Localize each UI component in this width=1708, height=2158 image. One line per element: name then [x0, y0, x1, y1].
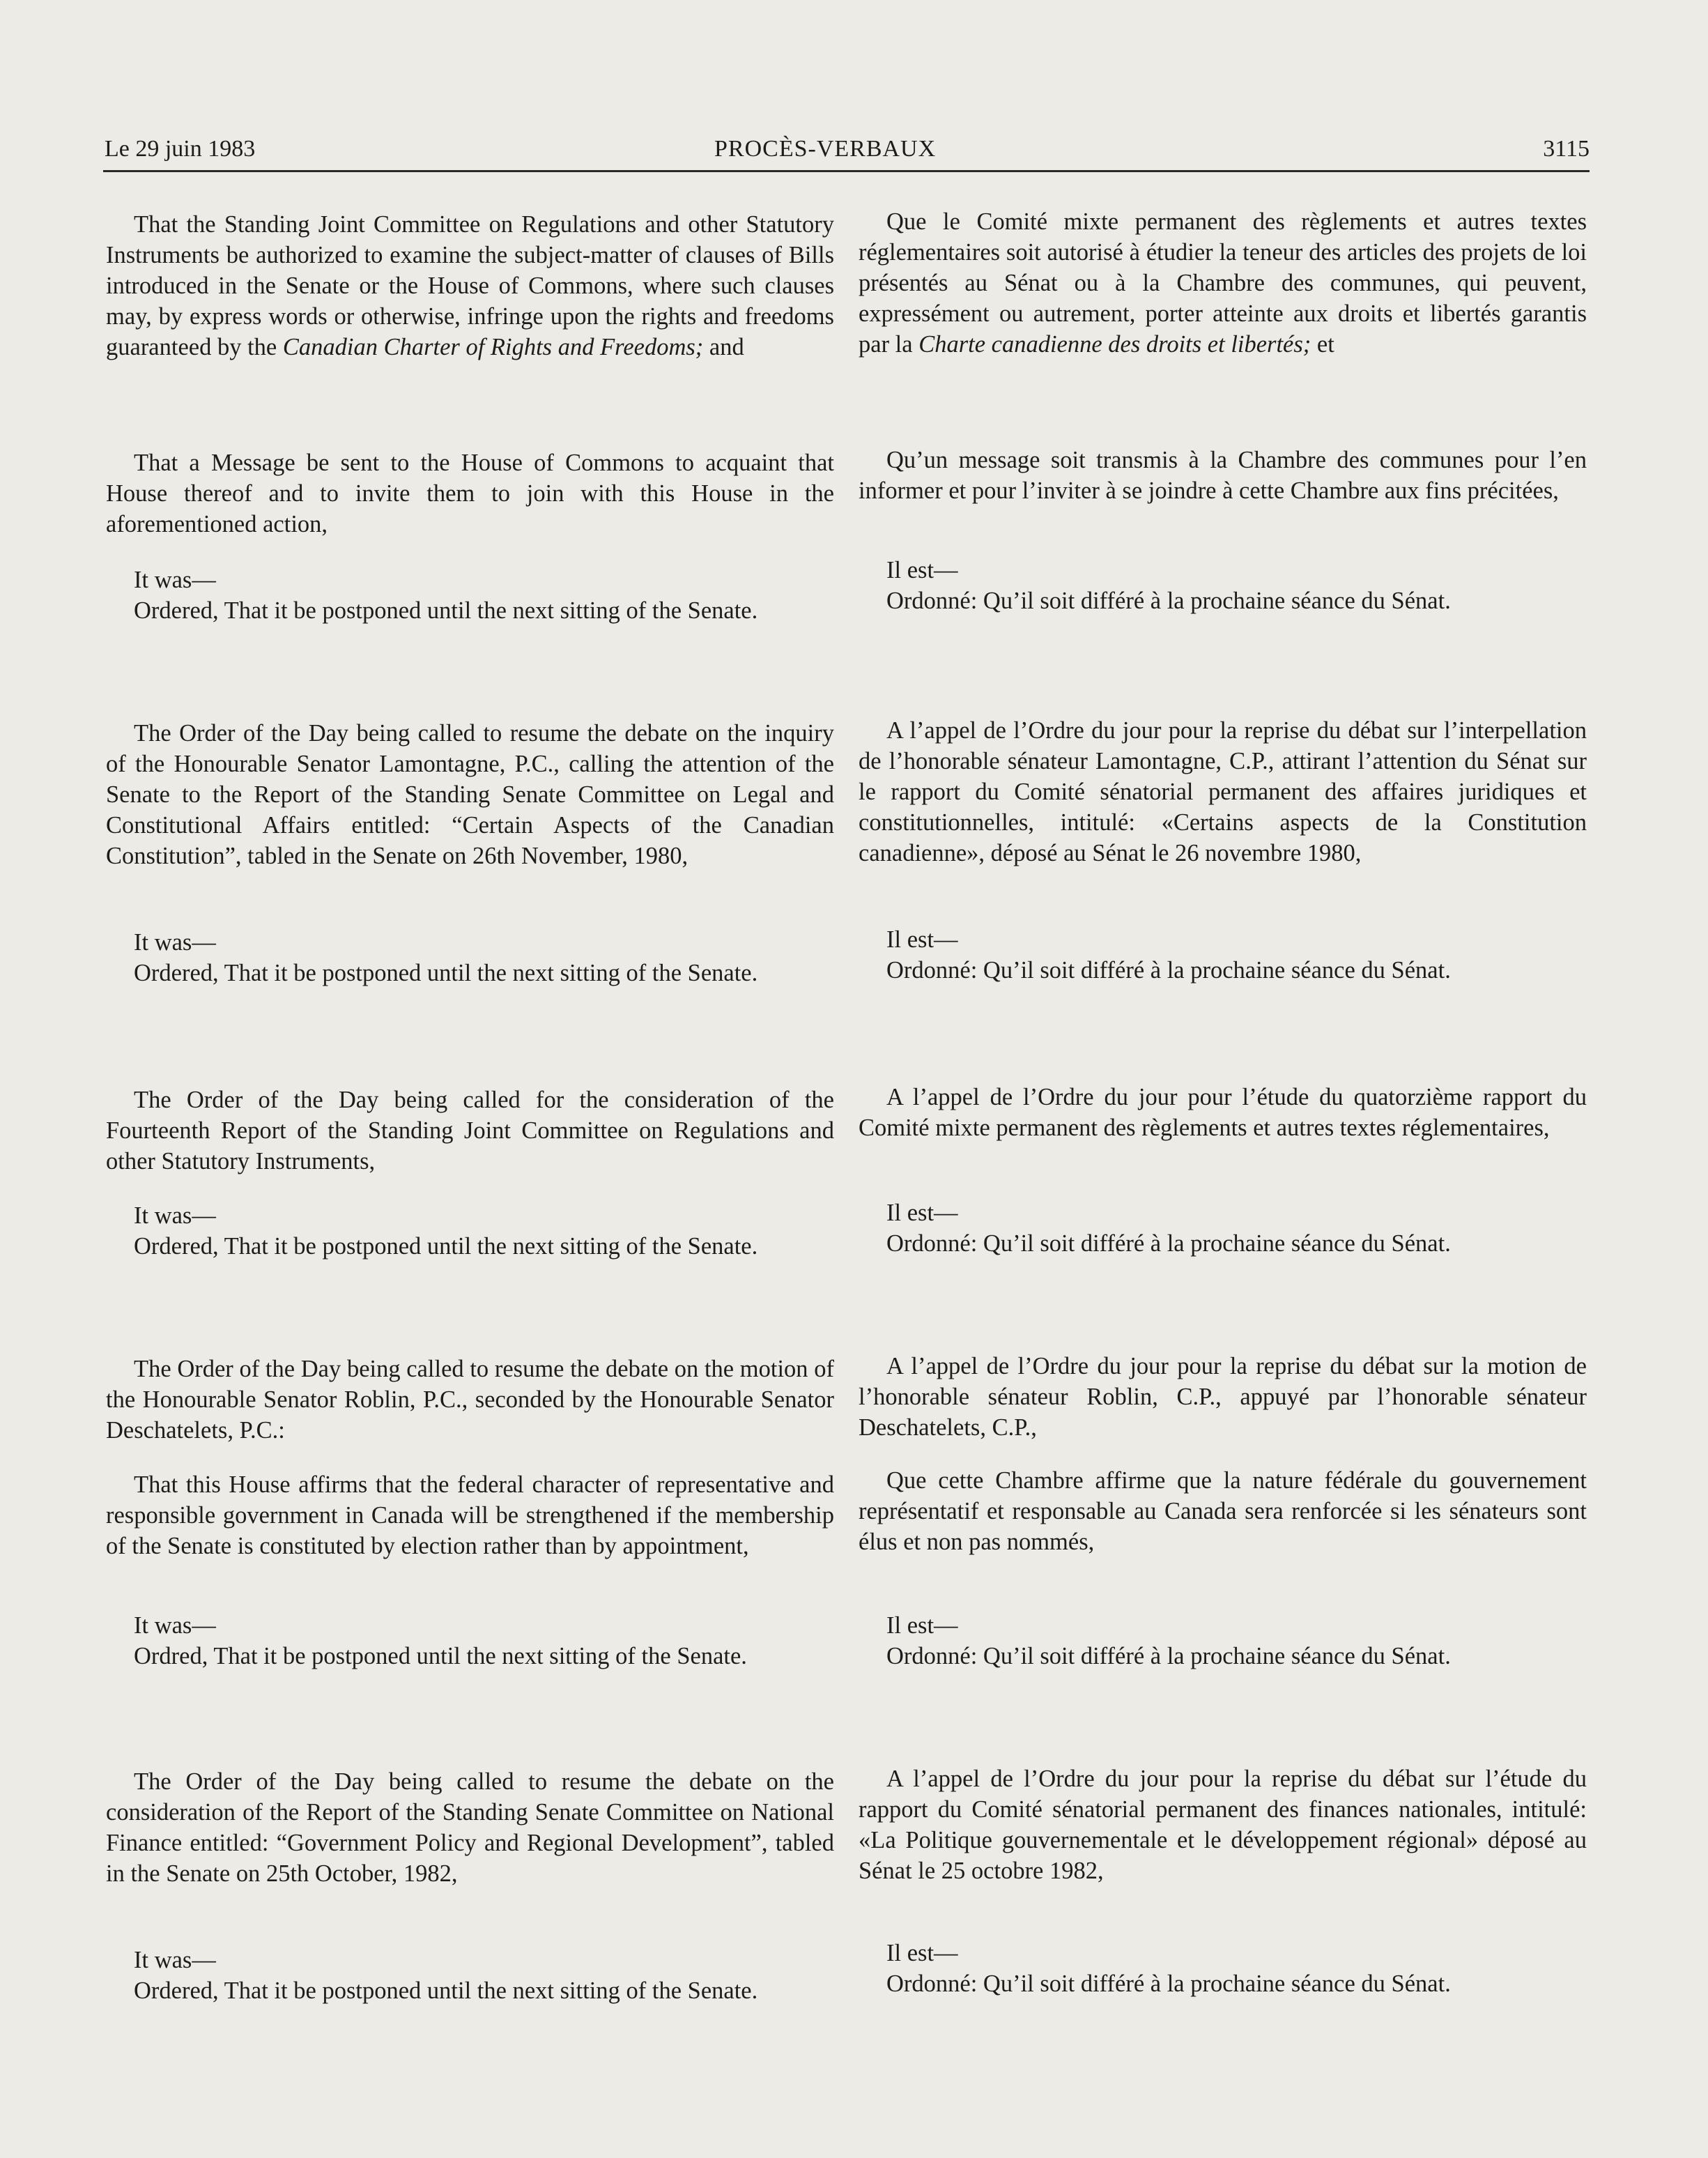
- fr-decision-1: [859, 555, 1587, 616]
- ordonne-text: Ordonné: Qu’il soit différé à la prochaine séance du Sénat.: [886, 1643, 1451, 1669]
- il-est: Il est—: [886, 1612, 958, 1639]
- fr-decision-5: [859, 1938, 1587, 1999]
- it-was: It was—: [134, 929, 216, 956]
- en-p1-end: and: [703, 334, 744, 360]
- en-paragraph-6: That this House affirms that the federal character of representative and responsible government in Canada will be strengthened if the membership of the Senate is constituted by election rather than by appointment,: [106, 1471, 834, 1559]
- it-was: It was—: [134, 567, 216, 593]
- ordered-text: Ordered, That it be postponed until the next sitting of the Senate.: [134, 1233, 758, 1260]
- en-decision-3: [106, 1200, 834, 1262]
- en-decision-5: [106, 1945, 834, 2006]
- en-p1-text: That the Standing Joint Committee on Regulations and other Statutory Instruments be authorized to examine the subject-matter of clauses of Bills introduced in the Senate or the House of Commons, where such clauses may, by express words or otherwise, infringe upon the rights and freedoms guaranteed by the: [106, 211, 834, 360]
- il-est: Il est—: [886, 1200, 958, 1226]
- il-est: Il est—: [886, 557, 958, 583]
- ordonne-text: Ordonné: Qu’il soit différé à la prochaine séance du Sénat.: [886, 957, 1451, 984]
- il-est: Il est—: [886, 926, 958, 953]
- il-est: Il est—: [886, 1940, 958, 1966]
- fr-p1-text: Que le Comité mixte permanent des règlements et autres textes réglementaires soit autorisé à étudier la teneur des articles des projets de loi présentés au Sénat ou à la Chambre des communes, qui peuvent, expressément ou autrement, porter atteinte aux droits et libertés garantis par la: [859, 208, 1587, 358]
- ordered-text: Ordered, That it be postponed until the next sitting of the Senate.: [134, 960, 758, 986]
- it-was: It was—: [134, 1947, 216, 1973]
- en-paragraph-1: [106, 209, 834, 362]
- page-number: 3115: [1543, 136, 1590, 162]
- header-date: Le 29 juin 1983: [105, 136, 256, 162]
- ordred-text: Ordred, That it be postponed until the next sitting of the Senate.: [134, 1643, 747, 1669]
- ordonne-text: Ordonné: Qu’il soit différé à la prochaine séance du Sénat.: [886, 588, 1451, 614]
- en-paragraph-5: The Order of the Day being called to resume the debate on the motion of the Honourable Senator Roblin, P.C., seconded by the Honourable Senator Deschatelets, P.C.:: [106, 1356, 834, 1444]
- fr-paragraph-4: A l’appel de l’Ordre du jour pour l’étude du quatorzième rapport du Comité mixte permanent des règlements et autres textes réglementaires,: [859, 1084, 1587, 1141]
- fr-paragraph-1: [859, 206, 1587, 360]
- en-decision-1: [106, 565, 834, 626]
- en-decision-4: [106, 1610, 834, 1671]
- en-decision-2: [106, 927, 834, 988]
- en-paragraph-3: The Order of the Day being called to resume the debate on the inquiry of the Honourable Senator Lamontagne, P.C., calling the attention of the Senate to the Report of the Standing Senate Committee on Legal and Constitutional Affairs entitled: “Certain Aspects of the Canadian Constitution”, tabled in the Senate on 26th November, 1980,: [106, 720, 834, 869]
- fr-decision-4: [859, 1610, 1587, 1671]
- it-was: It was—: [134, 1612, 216, 1639]
- fr-p1-charte: Charte canadienne des droits et libertés;: [918, 331, 1311, 358]
- en-p1-charter: Canadian Charter of Rights and Freedoms;: [282, 334, 704, 360]
- en-paragraph-2: That a Message be sent to the House of Commons to acquaint that House thereof and to invite them to join with this House in the aforementioned action,: [106, 450, 834, 537]
- ordonne-text: Ordonné: Qu’il soit différé à la prochaine séance du Sénat.: [886, 1970, 1451, 1997]
- fr-decision-3: [859, 1197, 1587, 1259]
- header-rule: [103, 170, 1590, 172]
- it-was: It was—: [134, 1202, 216, 1229]
- fr-decision-2: [859, 924, 1587, 986]
- fr-p1-end: et: [1311, 331, 1334, 358]
- ordered-text: Ordered, That it be postponed until the next sitting of the Senate.: [134, 597, 758, 624]
- header-title: PROCÈS-VERBAUX: [714, 136, 937, 162]
- ordonne-text: Ordonné: Qu’il soit différé à la prochaine séance du Sénat.: [886, 1230, 1451, 1257]
- en-paragraph-4: The Order of the Day being called for the consideration of the Fourteenth Report of the Standing Joint Committee on Regulations and other Statutory Instruments,: [106, 1087, 834, 1174]
- fr-paragraph-5: A l’appel de l’Ordre du jour pour la reprise du débat sur la motion de l’honorable sénateur Roblin, C.P., appuyé par l’honorable sénateur Deschatelets, C.P.,: [859, 1353, 1587, 1441]
- en-paragraph-7: The Order of the Day being called to resume the debate on the consideration of the Report of the Standing Senate Committee on National Finance entitled: “Government Policy and Regional Development”, tabled in the Senate on 25th October, 1982,: [106, 1768, 834, 1887]
- fr-paragraph-2: Qu’un message soit transmis à la Chambre des communes pour l’en informer et pour l’inviter à se joindre à cette Chambre aux fins précitées,: [859, 447, 1587, 504]
- fr-paragraph-7: A l’appel de l’Ordre du jour pour la reprise du débat sur l’étude du rapport du Comité sénatorial permanent des finances nationales, intitulé: «La Politique gouvernementale et le développement régional» déposé au Sénat le 25 octobre 1982,: [859, 1766, 1587, 1884]
- fr-paragraph-6: Que cette Chambre affirme que la nature fédérale du gouvernement représentatif et responsable au Canada sera renforcée si les sénateurs sont élus et non pas nommés,: [859, 1467, 1587, 1555]
- fr-paragraph-3: A l’appel de l’Ordre du jour pour la reprise du débat sur l’interpellation de l’honorable sénateur Lamontagne, C.P., attirant l’attention du Sénat sur le rapport du Comité sénatorial permanent des affaires juridiques et constitutionnelles, intitulé: «Certains aspects de la Constitution canadienne», déposé au Sénat le 26 novembre 1980,: [859, 717, 1587, 866]
- ordered-text: Ordered, That it be postponed until the next sitting of the Senate.: [134, 1977, 758, 2004]
